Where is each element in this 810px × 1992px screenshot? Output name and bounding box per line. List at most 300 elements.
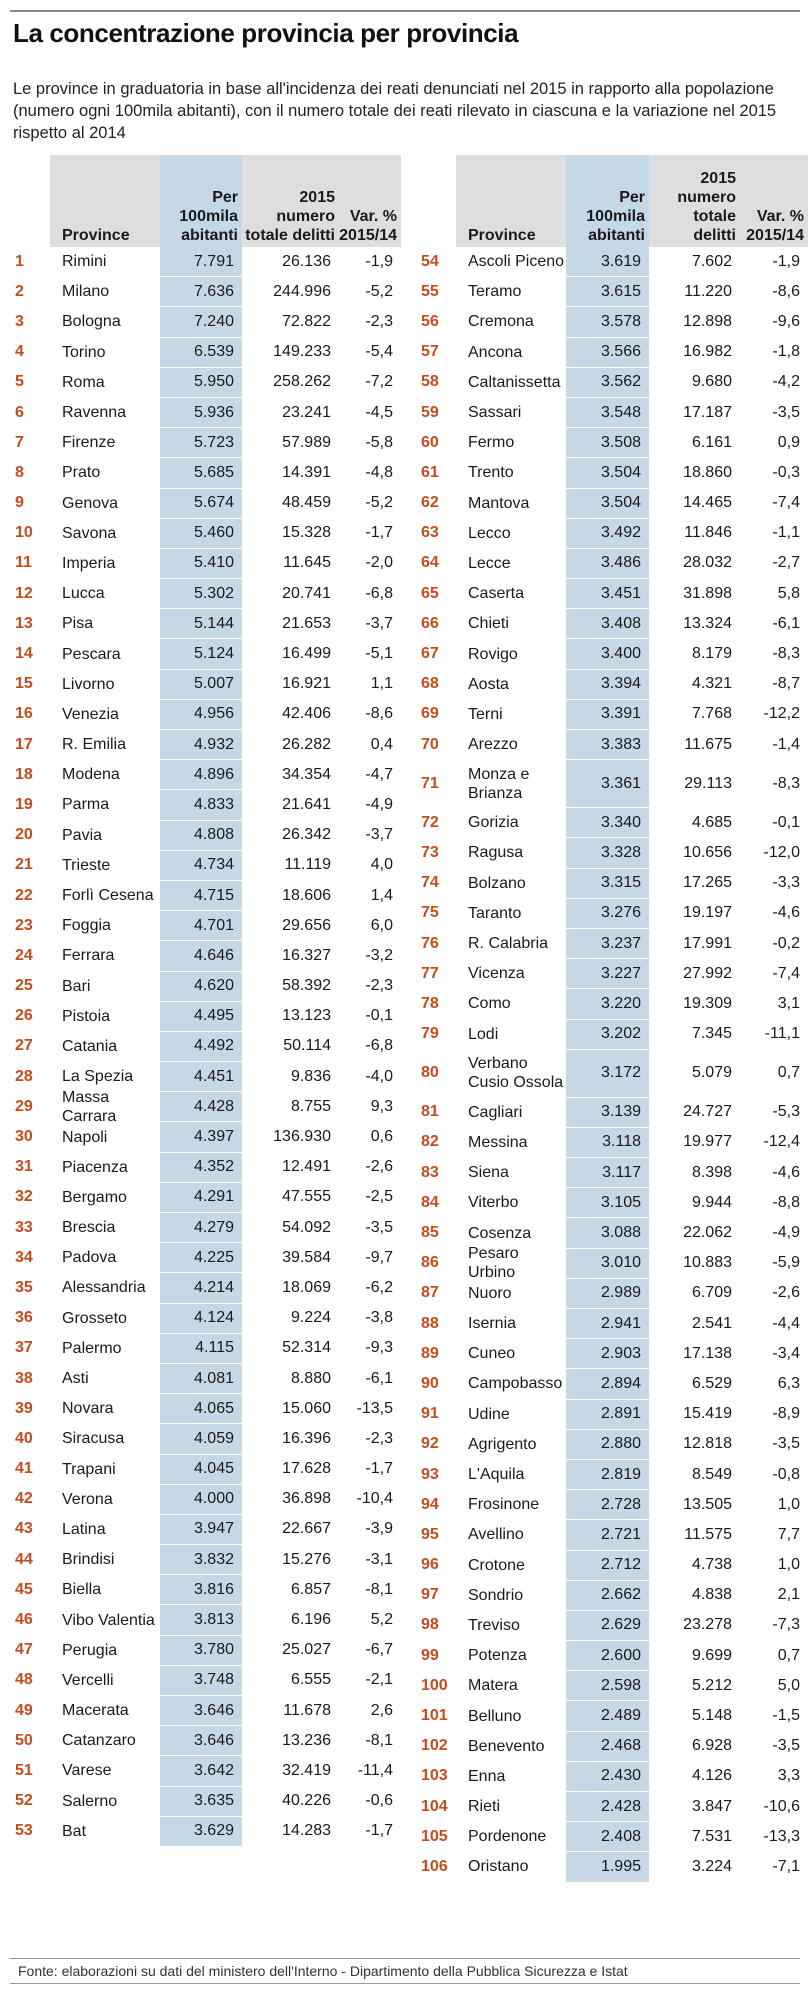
province-name: Bat bbox=[62, 1822, 87, 1840]
total-crimes: 27.992 bbox=[683, 964, 732, 982]
variation-percent: -4,6 bbox=[772, 1163, 800, 1181]
rank-number: 53 bbox=[15, 1822, 33, 1840]
total-crimes: 18.606 bbox=[282, 886, 331, 904]
rank-number: 10 bbox=[15, 524, 33, 542]
total-crimes: 23.278 bbox=[683, 1616, 732, 1634]
rate-per-100k: 5.674 bbox=[160, 489, 242, 518]
rate-per-100k: 3.117 bbox=[566, 1158, 649, 1187]
rate-per-100k: 5.936 bbox=[160, 398, 242, 427]
variation-percent: -5,1 bbox=[365, 645, 393, 663]
variation-percent: -6,8 bbox=[365, 584, 393, 602]
province-name: Cagliari bbox=[468, 1103, 523, 1121]
province-name: Catania bbox=[62, 1037, 118, 1055]
rank-number: 6 bbox=[15, 403, 24, 421]
rate-per-100k: 7.240 bbox=[160, 307, 242, 336]
province-name: Sondrio bbox=[468, 1586, 524, 1604]
rank-number: 103 bbox=[421, 1767, 448, 1785]
variation-percent: 5,0 bbox=[777, 1676, 800, 1694]
rank-number: 49 bbox=[15, 1701, 33, 1719]
variation-percent: -2,3 bbox=[365, 312, 393, 330]
province-name: Agrigento bbox=[468, 1435, 537, 1453]
rank-number: 14 bbox=[15, 645, 33, 663]
variation-percent: -4,0 bbox=[365, 1067, 393, 1085]
variation-percent: -5,2 bbox=[365, 494, 393, 512]
province-name: Vicenza bbox=[468, 965, 525, 983]
total-crimes: 6.161 bbox=[691, 433, 732, 451]
province-name: L'Aquila bbox=[468, 1466, 525, 1484]
rank-number: 11 bbox=[15, 554, 32, 572]
total-crimes: 11.675 bbox=[684, 735, 732, 753]
province-name: Rovigo bbox=[468, 645, 518, 663]
province-name: Sassari bbox=[468, 404, 522, 422]
rate-per-100k: 3.780 bbox=[160, 1636, 242, 1665]
total-crimes: 21.641 bbox=[282, 795, 331, 813]
rank-number: 54 bbox=[421, 252, 439, 270]
rate-per-100k: 3.816 bbox=[160, 1575, 242, 1604]
variation-percent: -8,9 bbox=[772, 1405, 800, 1423]
total-crimes: 32.419 bbox=[282, 1761, 331, 1779]
rank-number: 99 bbox=[421, 1646, 439, 1664]
variation-percent: 2,1 bbox=[777, 1586, 800, 1604]
province-name: Cuneo bbox=[468, 1345, 516, 1363]
rate-per-100k: 2.721 bbox=[566, 1520, 649, 1549]
variation-percent: -3,5 bbox=[772, 1737, 800, 1755]
province-name: Ragusa bbox=[468, 844, 524, 862]
province-name: Udine bbox=[468, 1405, 510, 1423]
total-crimes: 15.060 bbox=[282, 1399, 331, 1417]
variation-percent: -8,1 bbox=[365, 1731, 393, 1749]
rate-per-100k: 3.504 bbox=[566, 458, 649, 487]
rank-number: 75 bbox=[421, 904, 439, 922]
total-crimes: 34.354 bbox=[282, 765, 331, 783]
total-crimes: 40.226 bbox=[282, 1792, 331, 1810]
province-name: Belluno bbox=[468, 1707, 522, 1725]
total-crimes: 39.584 bbox=[282, 1248, 331, 1266]
total-crimes: 9.680 bbox=[691, 373, 732, 391]
rate-per-100k: 3.139 bbox=[566, 1098, 649, 1127]
rank-number: 27 bbox=[15, 1037, 33, 1055]
province-name: Siracusa bbox=[62, 1430, 125, 1448]
rank-number: 3 bbox=[15, 312, 24, 330]
rank-number: 34 bbox=[15, 1248, 33, 1266]
variation-percent: 1,0 bbox=[777, 1556, 800, 1574]
rank-number: 8 bbox=[15, 463, 24, 481]
total-crimes: 11.678 bbox=[283, 1701, 331, 1719]
total-crimes: 6.857 bbox=[290, 1580, 331, 1598]
variation-percent: -3,2 bbox=[365, 946, 393, 964]
rate-per-100k: 3.105 bbox=[566, 1188, 649, 1217]
rate-per-100k: 4.492 bbox=[160, 1032, 242, 1061]
rate-per-100k: 3.562 bbox=[566, 368, 649, 397]
province-name: Lecco bbox=[468, 524, 511, 542]
rate-per-100k: 4.352 bbox=[160, 1153, 242, 1182]
rate-per-100k: 3.202 bbox=[566, 1020, 649, 1049]
province-name: Arezzo bbox=[468, 736, 518, 754]
variation-percent: -4,4 bbox=[772, 1314, 800, 1332]
header-rate: Per 100mila abitanti bbox=[160, 155, 242, 247]
variation-percent: -5,2 bbox=[365, 282, 393, 300]
province-name: Latina bbox=[62, 1520, 106, 1538]
rate-per-100k: 3.328 bbox=[566, 838, 649, 867]
header-var: Var. % 2015/14 bbox=[740, 155, 808, 247]
total-crimes: 18.860 bbox=[683, 463, 732, 481]
province-name: Livorno bbox=[62, 675, 115, 693]
total-crimes: 16.921 bbox=[282, 675, 331, 693]
variation-percent: -5,4 bbox=[365, 343, 393, 361]
rate-per-100k: 4.620 bbox=[160, 972, 242, 1001]
rate-per-100k: 4.715 bbox=[160, 881, 242, 910]
variation-percent: -3,7 bbox=[365, 826, 393, 844]
rank-number: 64 bbox=[421, 554, 439, 572]
rank-number: 16 bbox=[15, 705, 33, 723]
variation-percent: -4,9 bbox=[365, 795, 393, 813]
province-name: Matera bbox=[468, 1677, 518, 1695]
total-crimes: 10.883 bbox=[683, 1254, 732, 1272]
rank-number: 62 bbox=[421, 494, 439, 512]
variation-percent: 1,1 bbox=[370, 675, 393, 693]
province-name: Verona bbox=[62, 1490, 113, 1508]
rank-number: 71 bbox=[421, 774, 439, 792]
province-name: Taranto bbox=[468, 904, 522, 922]
rate-per-100k: 3.629 bbox=[160, 1817, 242, 1846]
rank-number: 37 bbox=[15, 1339, 33, 1357]
variation-percent: 1,4 bbox=[370, 886, 393, 904]
rank-number: 66 bbox=[421, 614, 439, 632]
variation-percent: -6,7 bbox=[365, 1641, 393, 1659]
rate-per-100k: 3.220 bbox=[566, 989, 649, 1018]
rate-per-100k: 4.065 bbox=[160, 1394, 242, 1423]
rank-number: 57 bbox=[421, 343, 439, 361]
rank-number: 38 bbox=[15, 1369, 33, 1387]
total-crimes: 6.529 bbox=[691, 1374, 732, 1392]
variation-percent: -4,7 bbox=[365, 765, 393, 783]
rate-per-100k: 2.468 bbox=[566, 1732, 649, 1761]
total-crimes: 12.898 bbox=[683, 312, 732, 330]
rate-per-100k: 2.891 bbox=[566, 1400, 649, 1429]
total-crimes: 16.982 bbox=[683, 343, 732, 361]
rank-number: 78 bbox=[421, 994, 439, 1012]
variation-percent: 6,0 bbox=[370, 916, 393, 934]
total-crimes: 26.136 bbox=[282, 252, 331, 270]
rank-number: 44 bbox=[15, 1550, 33, 1568]
rate-per-100k: 3.642 bbox=[160, 1756, 242, 1785]
variation-percent: -5,8 bbox=[365, 433, 393, 451]
rate-per-100k: 4.495 bbox=[160, 1002, 242, 1031]
variation-percent: -3,1 bbox=[365, 1550, 393, 1568]
rank-number: 50 bbox=[15, 1731, 33, 1749]
variation-percent: -2,3 bbox=[365, 977, 393, 995]
rank-number: 79 bbox=[421, 1025, 439, 1043]
variation-percent: -0,1 bbox=[365, 1007, 393, 1025]
rate-per-100k: 3.237 bbox=[566, 929, 649, 958]
variation-percent: -11,4 bbox=[357, 1761, 393, 1779]
rank-number: 55 bbox=[421, 282, 439, 300]
rate-per-100k: 4.059 bbox=[160, 1424, 242, 1453]
province-name: Pordenone bbox=[468, 1828, 547, 1846]
rate-per-100k: 2.894 bbox=[566, 1369, 649, 1398]
header-var: Var. % 2015/14 bbox=[339, 155, 401, 247]
rank-number: 101 bbox=[421, 1707, 448, 1725]
variation-percent: -4,2 bbox=[772, 373, 800, 391]
rate-per-100k: 7.636 bbox=[160, 277, 242, 306]
variation-percent: -7,3 bbox=[772, 1616, 800, 1634]
rate-per-100k: 3.391 bbox=[566, 700, 649, 729]
rate-per-100k: 2.408 bbox=[566, 1822, 649, 1851]
variation-percent: -2,5 bbox=[365, 1188, 393, 1206]
total-crimes: 258.262 bbox=[273, 373, 331, 391]
variation-percent: -8,6 bbox=[365, 705, 393, 723]
variation-percent: -0,6 bbox=[365, 1792, 393, 1810]
variation-percent: 6,3 bbox=[777, 1374, 800, 1392]
rate-per-100k: 2.600 bbox=[566, 1641, 649, 1670]
rank-number: 76 bbox=[421, 934, 439, 952]
rate-per-100k: 4.451 bbox=[160, 1062, 242, 1091]
variation-percent: -5,3 bbox=[772, 1103, 800, 1121]
province-name: Treviso bbox=[468, 1616, 520, 1634]
province-name: Ascoli Piceno bbox=[468, 253, 565, 271]
variation-percent: -1,7 bbox=[365, 524, 393, 542]
total-crimes: 5.079 bbox=[691, 1064, 732, 1082]
variation-percent: -6,8 bbox=[365, 1037, 393, 1055]
rank-number: 46 bbox=[15, 1611, 33, 1629]
rank-number: 28 bbox=[15, 1067, 33, 1085]
rank-number: 12 bbox=[15, 584, 33, 602]
total-crimes: 2.687.249 bbox=[660, 1890, 732, 1908]
rate-per-100k: 3.492 bbox=[566, 519, 649, 548]
province-name: Prato bbox=[62, 464, 101, 482]
rank-number: 89 bbox=[421, 1344, 439, 1362]
province-name: Teramo bbox=[468, 283, 522, 301]
rate-per-100k: 3.947 bbox=[160, 1515, 242, 1544]
total-crimes: 11.220 bbox=[684, 282, 732, 300]
variation-percent: -12,4 bbox=[763, 1133, 800, 1151]
rate-per-100k: 3.646 bbox=[160, 1696, 242, 1725]
variation-percent: -8,3 bbox=[772, 645, 800, 663]
variation-percent: -11,1 bbox=[764, 1025, 800, 1043]
variation-percent: -0,8 bbox=[772, 1465, 800, 1483]
rate-per-100k: 3.010 bbox=[566, 1249, 649, 1278]
total-crimes: 48.459 bbox=[282, 494, 331, 512]
total-crimes: 6.709 bbox=[691, 1284, 732, 1302]
total-label: ITALIA bbox=[468, 1890, 519, 1908]
total-crimes: 20.741 bbox=[282, 584, 331, 602]
province-name: Napoli bbox=[62, 1128, 108, 1146]
total-crimes: 17.628 bbox=[282, 1460, 331, 1478]
variation-percent: -3,3 bbox=[772, 874, 800, 892]
province-name: Messina bbox=[468, 1133, 528, 1151]
rank-number: 65 bbox=[421, 584, 439, 602]
total-crimes: 8.755 bbox=[290, 1097, 331, 1115]
rank-number: 70 bbox=[421, 735, 439, 753]
header-province: Province bbox=[456, 155, 566, 247]
variation-percent: -1,9 bbox=[365, 252, 393, 270]
province-name: Biella bbox=[62, 1581, 102, 1599]
total-crimes: 8.880 bbox=[290, 1369, 331, 1387]
province-name: Piacenza bbox=[62, 1158, 128, 1176]
variation-percent: -13,5 bbox=[356, 1399, 393, 1417]
variation-percent: -10,4 bbox=[356, 1490, 393, 1508]
variation-percent: -4,8 bbox=[365, 463, 393, 481]
rank-number: 23 bbox=[15, 916, 33, 934]
total-crimes: 136.930 bbox=[273, 1128, 331, 1146]
rank-number: 31 bbox=[15, 1158, 33, 1176]
total-rate: 4.430 bbox=[600, 1890, 641, 1908]
rate-per-100k: 4.045 bbox=[160, 1455, 242, 1484]
rate-per-100k: 3.394 bbox=[566, 670, 649, 699]
rank-number: 21 bbox=[15, 856, 33, 874]
rank-number: 19 bbox=[15, 795, 33, 813]
province-name: Varese bbox=[62, 1762, 112, 1780]
province-name: Campobasso bbox=[468, 1375, 563, 1393]
total-crimes: 4.838 bbox=[691, 1586, 732, 1604]
total-var: -4,5 bbox=[772, 1890, 800, 1908]
rank-number: 47 bbox=[15, 1641, 33, 1659]
rate-per-100k: 2.728 bbox=[566, 1490, 649, 1519]
total-crimes: 4.738 bbox=[691, 1556, 732, 1574]
rate-per-100k: 3.578 bbox=[566, 307, 649, 336]
total-crimes: 2.541 bbox=[691, 1314, 732, 1332]
province-name: Alessandria bbox=[62, 1279, 146, 1297]
total-crimes: 36.898 bbox=[282, 1490, 331, 1508]
rate-per-100k: 6.539 bbox=[160, 338, 242, 367]
variation-percent: -13,3 bbox=[763, 1827, 800, 1845]
rate-per-100k: 3.832 bbox=[160, 1545, 242, 1574]
variation-percent: 0,4 bbox=[370, 735, 393, 753]
rank-number: 93 bbox=[421, 1465, 439, 1483]
variation-percent: -0,1 bbox=[772, 813, 800, 831]
rank-number: 22 bbox=[15, 886, 33, 904]
province-name: Pistoia bbox=[62, 1007, 111, 1025]
province-name: Enna bbox=[468, 1767, 506, 1785]
rate-per-100k: 3.315 bbox=[566, 869, 649, 898]
rank-number: 56 bbox=[421, 312, 439, 330]
rate-per-100k: 3.504 bbox=[566, 489, 649, 518]
total-crimes: 15.419 bbox=[683, 1405, 732, 1423]
rate-per-100k: 3.451 bbox=[566, 579, 649, 608]
province-name: Como bbox=[468, 995, 511, 1013]
rank-number: 45 bbox=[15, 1580, 33, 1598]
rank-number: 80 bbox=[421, 1064, 439, 1082]
rank-number: 9 bbox=[15, 494, 24, 512]
rate-per-100k: 3.748 bbox=[160, 1666, 242, 1695]
total-crimes: 47.555 bbox=[282, 1188, 331, 1206]
header-total: 2015 numero totale delitti bbox=[242, 155, 339, 247]
province-name: Torino bbox=[62, 343, 106, 361]
total-crimes: 6.928 bbox=[691, 1737, 732, 1755]
rank-number: 81 bbox=[421, 1103, 439, 1121]
variation-percent: -7,4 bbox=[772, 964, 800, 982]
rate-per-100k: 1.995 bbox=[566, 1852, 649, 1881]
total-crimes: 16.327 bbox=[282, 946, 331, 964]
province-name: Trieste bbox=[62, 856, 111, 874]
total-crimes: 26.282 bbox=[282, 735, 331, 753]
province-name: Catanzaro bbox=[62, 1732, 136, 1750]
rate-per-100k: 5.144 bbox=[160, 609, 242, 638]
variation-percent: 0,7 bbox=[777, 1646, 800, 1664]
rank-number: 2 bbox=[15, 282, 24, 300]
variation-percent: -12,0 bbox=[763, 843, 800, 861]
province-name: Vibo Valentia bbox=[62, 1611, 155, 1629]
total-crimes: 22.062 bbox=[683, 1224, 732, 1242]
rank-number: 72 bbox=[421, 813, 439, 831]
province-name: Brindisi bbox=[62, 1551, 115, 1569]
rank-number: 91 bbox=[421, 1405, 439, 1423]
rank-number: 95 bbox=[421, 1525, 439, 1543]
total-crimes: 149.233 bbox=[273, 343, 331, 361]
rank-number: 30 bbox=[15, 1128, 33, 1146]
rank-number: 17 bbox=[15, 735, 33, 753]
variation-percent: -4,9 bbox=[772, 1224, 800, 1242]
province-name: Modena bbox=[62, 766, 120, 784]
total-crimes: 19.977 bbox=[683, 1133, 732, 1151]
rank-number: 5 bbox=[15, 373, 24, 391]
variation-percent: -1,9 bbox=[772, 252, 800, 270]
variation-percent: 3,3 bbox=[777, 1767, 800, 1785]
variation-percent: -10,6 bbox=[763, 1797, 800, 1815]
rate-per-100k: 3.276 bbox=[566, 899, 649, 928]
total-crimes: 16.396 bbox=[282, 1429, 331, 1447]
rank-number: 40 bbox=[15, 1429, 33, 1447]
rank-number: 90 bbox=[421, 1374, 439, 1392]
total-crimes: 6.196 bbox=[290, 1611, 331, 1629]
rate-per-100k: 7.791 bbox=[160, 247, 242, 276]
total-crimes: 26.342 bbox=[282, 826, 331, 844]
total-crimes: 16.499 bbox=[282, 645, 331, 663]
rate-per-100k: 5.685 bbox=[160, 458, 242, 487]
variation-percent: 4,0 bbox=[370, 856, 393, 874]
rate-per-100k: 4.956 bbox=[160, 700, 242, 729]
total-crimes: 7.768 bbox=[691, 705, 732, 723]
rank-number: 84 bbox=[421, 1193, 439, 1211]
rank-number: 29 bbox=[15, 1097, 33, 1115]
rate-per-100k: 2.880 bbox=[566, 1430, 649, 1459]
total-crimes: 3.847 bbox=[691, 1797, 732, 1815]
rank-number: 61 bbox=[421, 463, 439, 481]
province-name: Foggia bbox=[62, 917, 111, 935]
rank-number: 32 bbox=[15, 1188, 33, 1206]
total-crimes: 54.092 bbox=[282, 1218, 331, 1236]
province-name: Rimini bbox=[62, 253, 107, 271]
variation-percent: -2,0 bbox=[365, 554, 393, 572]
province-name: Ferrara bbox=[62, 947, 115, 965]
province-name: Asti bbox=[62, 1370, 89, 1388]
variation-percent: -9,6 bbox=[772, 312, 800, 330]
variation-percent: -1,7 bbox=[365, 1822, 393, 1840]
rate-per-100k: 4.932 bbox=[160, 730, 242, 759]
province-name: Aosta bbox=[468, 675, 509, 693]
rank-number: 68 bbox=[421, 675, 439, 693]
variation-percent: -8,6 bbox=[772, 282, 800, 300]
province-name: Salerno bbox=[62, 1792, 118, 1810]
variation-percent: 7,7 bbox=[777, 1525, 800, 1543]
total-crimes: 14.465 bbox=[683, 494, 732, 512]
rank-number: 96 bbox=[421, 1556, 439, 1574]
province-name: Macerata bbox=[62, 1702, 129, 1720]
intro-text: Le province in graduatoria in base all'incidenza dei reati denunciati nel 2015 in rapporto alla popolazione (numero ogni 100mila abitanti), con il numero totale dei reati rilevato in ciascuna e la variazione nel 2015 rispetto al 2014 bbox=[13, 80, 777, 142]
rank-number: 59 bbox=[421, 403, 439, 421]
rank-number: 82 bbox=[421, 1133, 439, 1151]
rate-per-100k: 4.808 bbox=[160, 821, 242, 850]
total-crimes: 17.991 bbox=[683, 934, 732, 952]
province-name: Mantova bbox=[468, 494, 530, 512]
header-rate: Per 100mila abitanti bbox=[566, 155, 649, 247]
total-crimes: 7.602 bbox=[691, 252, 732, 270]
total-crimes: 24.727 bbox=[683, 1103, 732, 1121]
rank-number: 51 bbox=[15, 1761, 33, 1779]
province-name: Verbano Cusio Ossola bbox=[468, 1055, 564, 1092]
total-crimes: 11.645 bbox=[283, 554, 331, 572]
rank-number: 67 bbox=[421, 645, 439, 663]
